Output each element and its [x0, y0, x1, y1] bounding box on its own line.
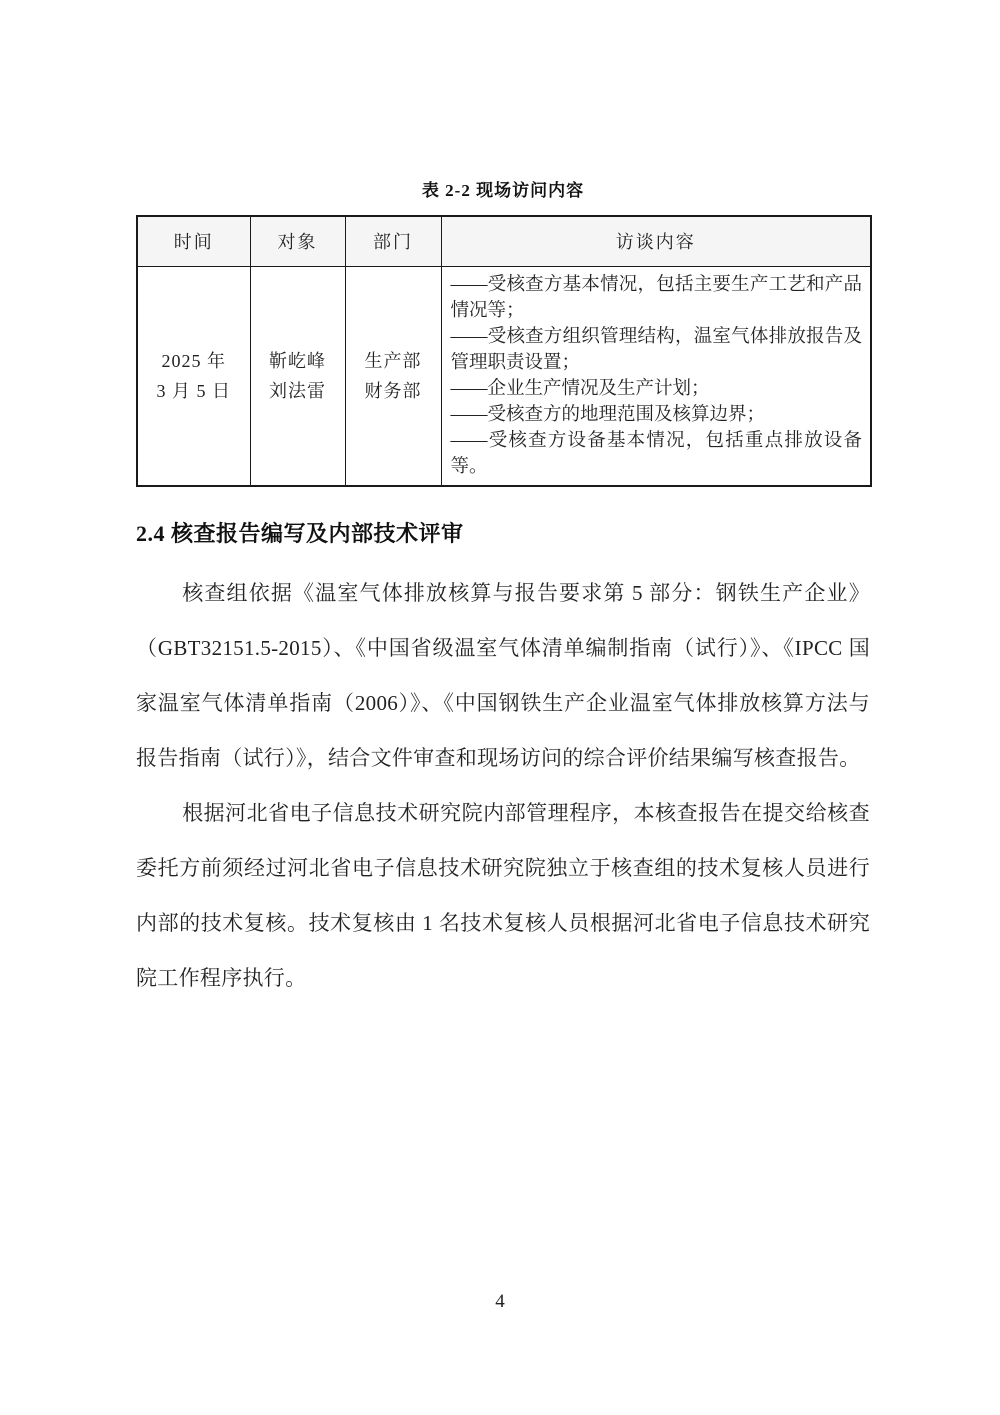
paragraph-internal-review: 根据河北省电子信息技术研究院内部管理程序，本核查报告在提交给核查委托方前须经过河北省电子信息技术研究院独立于核查组的技术复核人员进行内部的技术复核。技术复核由 1 名技术复核人员根据河北省电子信息技术研究院工作程序执行。 [136, 800, 870, 990]
person-name: 刘法雷 [269, 380, 326, 401]
header-department: 部门 [345, 216, 441, 266]
section-heading: 2.4 核查报告编写及内部技术评审 [136, 520, 464, 546]
interview-item: ——受核查方的地理范围及核算边界； [450, 404, 766, 425]
page-number: 4 [495, 1291, 505, 1312]
cell-departments [345, 266, 441, 486]
interview-item: ——受核查方设备基本情况，包括重点排放设备等。 [450, 430, 862, 477]
department-name: 生产部 [364, 350, 422, 371]
site-visit-table [136, 215, 872, 487]
time-line: 2025 年 [161, 350, 226, 371]
paragraph-standards: 核查组依据《温室气体排放核算与报告要求第 5 部分：钢铁生产企业》（GBT32151.5-2015）、《中国省级温室气体清单编制指南（试行）》、《IPCC 国家温室气体清单指南（2006）》、《中国钢铁生产企业温室气体排放核算方法与报告指南（试行）》，结合文件审查和现场访问的综合评价结果编写核查报告。 [136, 580, 870, 770]
header-interview-content: 访谈内容 [441, 216, 871, 266]
header-time: 时间 [137, 216, 250, 266]
cell-interview-content [441, 266, 871, 486]
table-row [137, 266, 871, 486]
department-name: 财务部 [364, 380, 422, 401]
table-caption: 表 2-2 现场访问内容 [421, 181, 585, 200]
interview-item: ——受核查方组织管理结构，温室气体排放报告及管理职责设置； [450, 326, 862, 373]
header-person: 对象 [250, 216, 345, 266]
time-line: 3 月 5 日 [156, 380, 231, 401]
interview-item: ——受核查方基本情况，包括主要生产工艺和产品情况等； [450, 274, 862, 321]
cell-persons [250, 266, 345, 486]
cell-time [137, 266, 250, 486]
interview-item: ——企业生产情况及生产计划； [450, 378, 710, 399]
person-name: 靳屹峰 [269, 350, 326, 371]
table-header-row [137, 216, 871, 266]
